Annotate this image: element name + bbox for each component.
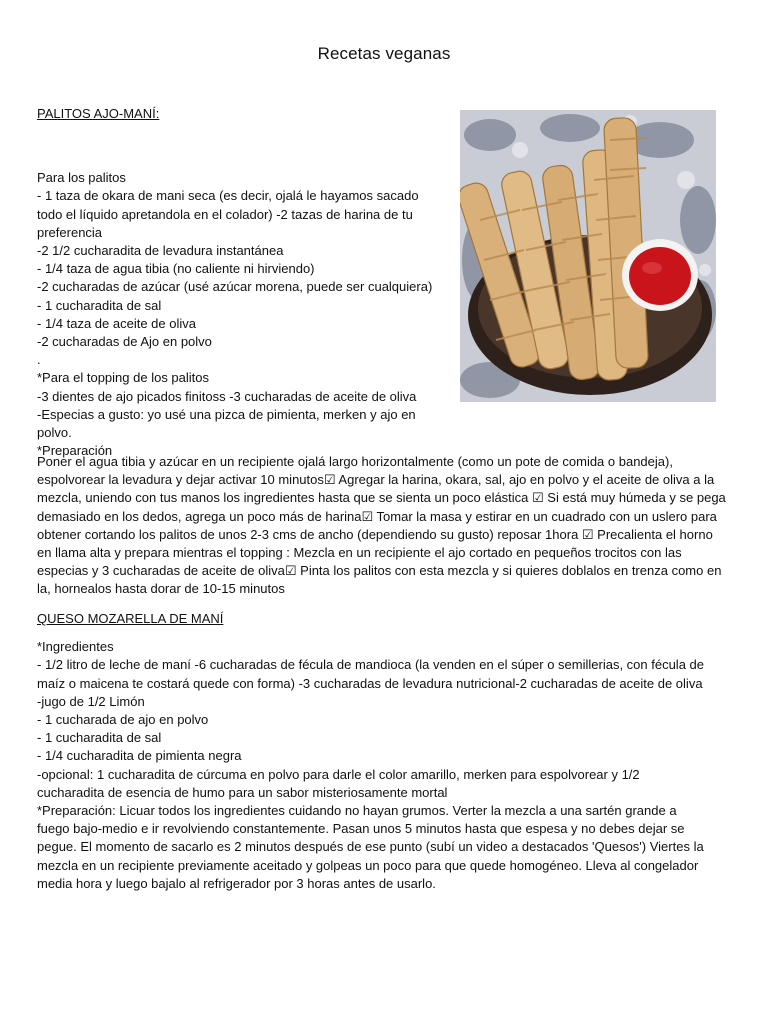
preparation-line: en llama alta y prepara mientras el topping : Mezcla en un recipiente el ajo cortado en pequeños trocitos con las (37, 545, 682, 561)
palitos-line: -2 1/2 cucharadita de levadura instantánea (37, 243, 284, 259)
queso-line: - 1/4 cucharadita de pimienta negra (37, 748, 242, 764)
palitos-line: Para los palitos (37, 170, 126, 186)
preparation-line: demasiado en los dedos, agrega un poco más de harina☑ Tomar la masa y estirar en un cuadrado con un uslero para (37, 508, 717, 524)
queso-line: cucharadita de esencia de humo para un sabor misteriosamente mortal (37, 784, 448, 800)
queso-line: - 1 cucharadita de sal (37, 730, 162, 746)
palitos-preparation (37, 453, 743, 599)
palitos-heading: PALITOS AJO-MANÍ: (37, 106, 160, 121)
palitos-line: -3 dientes de ajo picados finitoss -3 cucharadas de aceite de oliva (37, 388, 417, 404)
palitos-line: - 1 taza de okara de mani seca (es decir, ojalá le hayamos sacado (37, 188, 419, 204)
palitos-line: . (37, 352, 41, 368)
queso-line: *Ingredientes (37, 639, 114, 655)
queso-line: - 1/2 litro de leche de maní -6 cucharadas de fécula de mandioca (la venden en el súper o semillerias, con fécula de (37, 657, 704, 673)
preparation-line: Poner el agua tibia y azúcar en un recipiente ojalá largo horizontalmente (como un pote de comida o bandeja), (37, 454, 673, 469)
queso-body (37, 638, 743, 893)
page-title: Recetas veganas (317, 44, 451, 63)
palitos-line: *Para el topping de los palitos (37, 370, 210, 386)
queso-line: maíz o maicena te costará quede con forma) -3 cucharadas de levadura nutricional-2 cucharadas de aceite de oliva (37, 675, 703, 691)
queso-section (37, 610, 743, 893)
palitos-line: -Especias a gusto: yo usé una pizca de pimienta, merken y ajo en (37, 406, 416, 422)
palitos-line: - 1 cucharadita de sal (37, 297, 162, 313)
queso-line: -jugo de 1/2 Limón (37, 693, 145, 709)
palitos-line: *Preparación (37, 443, 113, 459)
queso-heading: QUESO MOZARELLA DE MANÍ (37, 611, 224, 626)
preparation-line: obtener cortando los palitos de unos 2-3 cms de ancho (dependiendo su gusto) reposar 1hora ☑ Precalienta el horno (37, 526, 713, 542)
queso-line: *Preparación: Licuar todos los ingredientes cuidando no hayan grumos. Verter la mezcla a una sartén grande a (37, 803, 677, 819)
palitos-line: -2 cucharadas de Ajo en polvo (37, 334, 212, 350)
queso-line: -opcional: 1 cucharadita de cúrcuma en polvo para darle el color amarillo, merken para espolvorear y 1/2 (37, 766, 640, 782)
preparation-line: mezcla, uniendo con tus manos los ingredientes hasta que se sienta un poco elástica ☑ Si está muy húmeda y se pega (37, 490, 726, 506)
palitos-line: - 1/4 taza de aceite de oliva (37, 315, 196, 331)
queso-line: - 1 cucharada de ajo en polvo (37, 712, 209, 728)
palitos-line: todo el líquido apretandola en el colador) -2 tazas de harina de tu (37, 206, 413, 222)
palitos-ingredients (37, 169, 457, 460)
palitos-line: - 1/4 taza de agua tibia (no caliente ni hirviendo) (37, 261, 315, 277)
palitos-line: -2 cucharadas de azúcar (usé azúcar morena, puede ser cualquiera) (37, 279, 433, 295)
queso-line: mezcla en un recipiente previamente aceitado y golpeas un poco para que quede homogéneo. Lleva al congelador (37, 857, 699, 873)
palitos-section (37, 105, 457, 460)
queso-line: media hora y luego bajalo al refrigerador por 3 horas antes de usarlo. (37, 875, 436, 891)
preparation-line: especias y 3 cucharadas de aceite de oliva☑ Pinta los palitos con esta mezcla y si quieres doblalos en trenza como en (37, 563, 722, 579)
queso-line: fuego bajo-medio e ir revolviendo constantemente. Pasan unos 5 minutos hasta que espesa y no debes dejar se (37, 821, 685, 837)
breadsticks-photo (460, 110, 716, 402)
queso-line: pegue. El momento de sacarlo es 2 minutos después de ese punto (subí un video a destacados 'Quesos') Viertes la (37, 839, 704, 855)
palitos-line: preferencia (37, 224, 103, 240)
preparation-line: la, hornealos hasta dorar de 10-15 minutos (37, 581, 285, 597)
palitos-line: polvo. (37, 425, 72, 441)
preparation-line: espolvorear la levadura y dejar activar 10 minutos☑ Agregar la harina, okara, sal, ajo en polvo y el aceite de oliva a la (37, 472, 715, 488)
